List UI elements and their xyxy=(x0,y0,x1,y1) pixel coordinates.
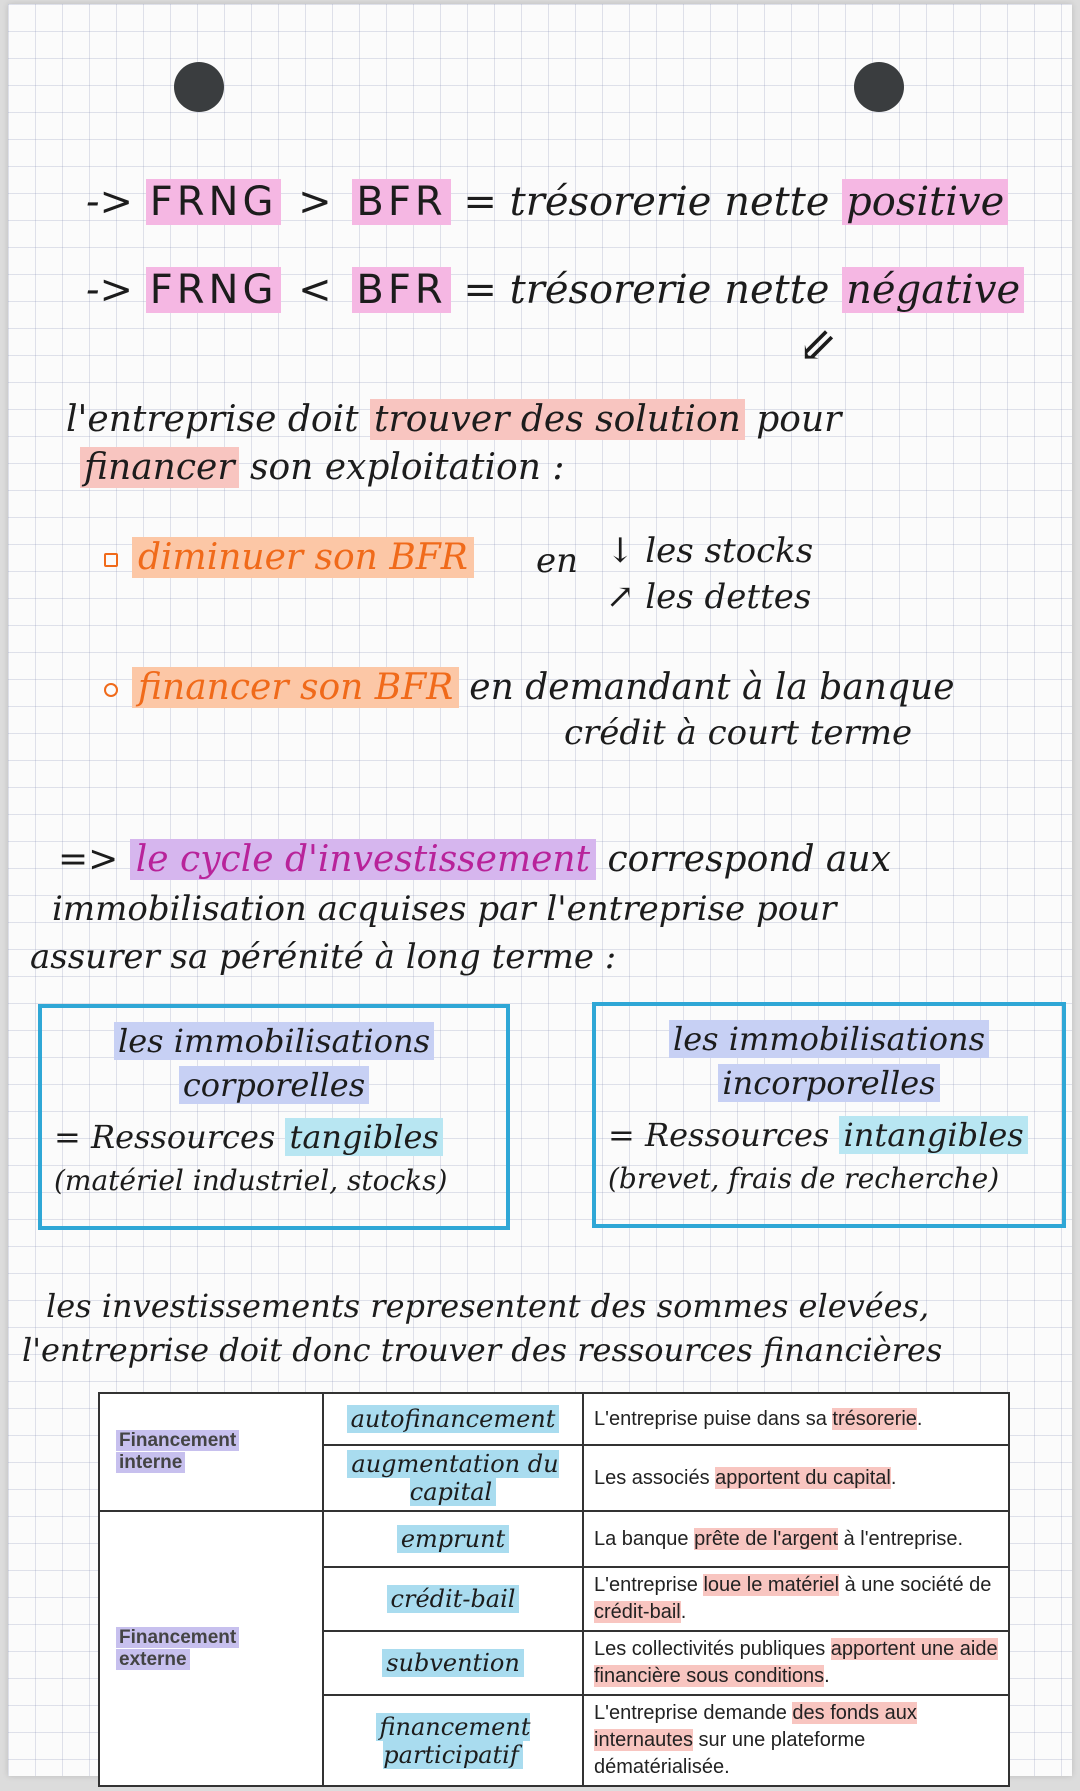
solution-line-2 xyxy=(80,447,565,488)
desc-text: L'entreprise puise dans sa xyxy=(594,1407,833,1430)
cat-label: externe xyxy=(116,1649,190,1670)
mode-cell xyxy=(323,1511,583,1567)
frng-term: FRNG xyxy=(146,179,282,225)
resources-line-2: l'entreprise doit donc trouver des ressources financières xyxy=(22,1331,943,1369)
mode-label: autofinancement xyxy=(347,1405,560,1433)
cat-label: Financement xyxy=(116,1627,239,1648)
comparison-symbol: < xyxy=(281,267,353,313)
desc-text: . xyxy=(824,1665,830,1687)
arrow-text: => xyxy=(58,839,130,880)
mode-cell xyxy=(323,1393,583,1445)
bfr-term: BFR xyxy=(352,267,450,313)
desc-text: L'entreprise xyxy=(594,1574,704,1596)
desc-cell xyxy=(583,1445,1009,1511)
desc-text: . xyxy=(890,1466,897,1489)
desc-cell xyxy=(583,1511,1009,1567)
option-diminuer xyxy=(104,537,474,578)
box-eq: = Ressources xyxy=(54,1118,286,1156)
desc-highlight: apportent du capital xyxy=(715,1466,891,1489)
line-frng-greater xyxy=(86,179,1008,225)
desc-text: sur une plateforme dématérialisée. xyxy=(594,1729,866,1778)
comparison-symbol: > xyxy=(281,179,353,225)
box-title: corporelles xyxy=(179,1066,369,1104)
highlight-solution: trouver des solution xyxy=(370,399,745,440)
desc-text: . xyxy=(916,1407,923,1430)
box-incorporelles xyxy=(592,1002,1066,1228)
highlight-financer: financer xyxy=(80,447,239,488)
desc-text: à une société de xyxy=(839,1574,992,1596)
option-credit: crédit à court terme xyxy=(564,713,913,753)
mode-cell xyxy=(323,1567,583,1631)
box-eq-highlight: intangibles xyxy=(839,1116,1027,1154)
desc-highlight: crédit-bail xyxy=(594,1601,681,1623)
table-row xyxy=(99,1393,1009,1445)
external-financing-cell xyxy=(99,1511,323,1786)
treasury-text: = trésorerie nette xyxy=(450,267,843,313)
mode-label: financement participatif xyxy=(376,1713,531,1769)
desc-highlight: des fonds aux internautes xyxy=(594,1702,917,1751)
box-example: (matériel industriel, stocks) xyxy=(54,1164,448,1197)
desc-highlight: loue le matériel xyxy=(703,1574,840,1596)
resources-line-1: les investissements representent des sommes elevées, xyxy=(46,1287,930,1325)
desc-cell xyxy=(583,1695,1009,1786)
highlight-cycle: le cycle d'investissement xyxy=(130,839,596,880)
text: l'entreprise doit xyxy=(66,399,371,440)
desc-highlight: prête de l'argent xyxy=(694,1527,839,1550)
notebook-page xyxy=(8,4,1072,1776)
desc-text: L'entreprise demande xyxy=(594,1702,793,1724)
desc-highlight: apportent une aide financière sous conditions xyxy=(594,1638,998,1687)
investment-line-2: immobilisation acquises par l'entreprise pour xyxy=(52,889,837,929)
box-title: incorporelles xyxy=(718,1064,939,1102)
option-stocks: ↓ les stocks xyxy=(606,531,814,571)
arrow-text: -> xyxy=(86,267,146,313)
circle-bullet-icon xyxy=(104,683,118,697)
box-title: les immobilisations xyxy=(114,1022,434,1060)
financing-table xyxy=(98,1392,1010,1787)
binder-hole-right xyxy=(854,62,904,112)
box-eq: = Ressources xyxy=(608,1116,840,1154)
arrow-text: -> xyxy=(86,179,146,225)
negative-term: négative xyxy=(842,267,1024,313)
text: pour xyxy=(744,399,842,440)
mode-label: augmentation du capital xyxy=(347,1450,558,1506)
bfr-term: BFR xyxy=(352,179,450,225)
option-label: financer son BFR xyxy=(132,667,459,708)
option-label: diminuer son BFR xyxy=(132,537,474,578)
desc-text: La banque xyxy=(594,1527,695,1550)
mode-cell xyxy=(323,1631,583,1695)
table-row xyxy=(99,1511,1009,1567)
binder-hole-left xyxy=(174,62,224,112)
internal-financing-cell xyxy=(99,1393,323,1511)
text: son exploitation : xyxy=(238,447,565,488)
mode-label: subvention xyxy=(382,1649,524,1677)
mode-cell xyxy=(323,1695,583,1786)
desc-text: Les collectivités publiques xyxy=(594,1638,831,1660)
arrow-down-left-icon: ⇙ xyxy=(798,318,837,372)
desc-cell xyxy=(583,1393,1009,1445)
desc-cell xyxy=(583,1631,1009,1695)
square-bullet-icon xyxy=(104,553,118,567)
box-corporelles xyxy=(38,1004,510,1230)
desc-text: . xyxy=(680,1601,687,1623)
box-example: (brevet, frais de recherche) xyxy=(608,1162,1000,1195)
positive-term: positive xyxy=(842,179,1008,225)
option-text: en demandant à la banque xyxy=(469,667,955,708)
option-dettes: ↗ les dettes xyxy=(606,577,812,617)
mode-label: crédit-bail xyxy=(387,1585,520,1613)
box-title: les immobilisations xyxy=(669,1020,989,1058)
investment-line-3: assurer sa pérénité à long terme : xyxy=(30,937,617,977)
box-eq-highlight: tangibles xyxy=(285,1118,442,1156)
cat-label: Financement xyxy=(116,1430,239,1451)
desc-text: Les associés xyxy=(594,1466,716,1489)
investment-line-1 xyxy=(58,839,891,880)
desc-text: à l'entreprise. xyxy=(838,1527,964,1550)
option-financer xyxy=(104,667,955,708)
mode-cell xyxy=(323,1445,583,1511)
frng-term: FRNG xyxy=(146,267,282,313)
treasury-text: = trésorerie nette xyxy=(450,179,843,225)
desc-cell xyxy=(583,1567,1009,1631)
line-frng-less xyxy=(86,267,1024,313)
mode-label: emprunt xyxy=(397,1525,509,1553)
solution-line-1 xyxy=(66,399,842,440)
option-en: en xyxy=(536,541,579,581)
text: correspond aux xyxy=(596,839,891,880)
cat-label: interne xyxy=(116,1452,185,1473)
desc-highlight: trésorerie xyxy=(832,1407,917,1430)
